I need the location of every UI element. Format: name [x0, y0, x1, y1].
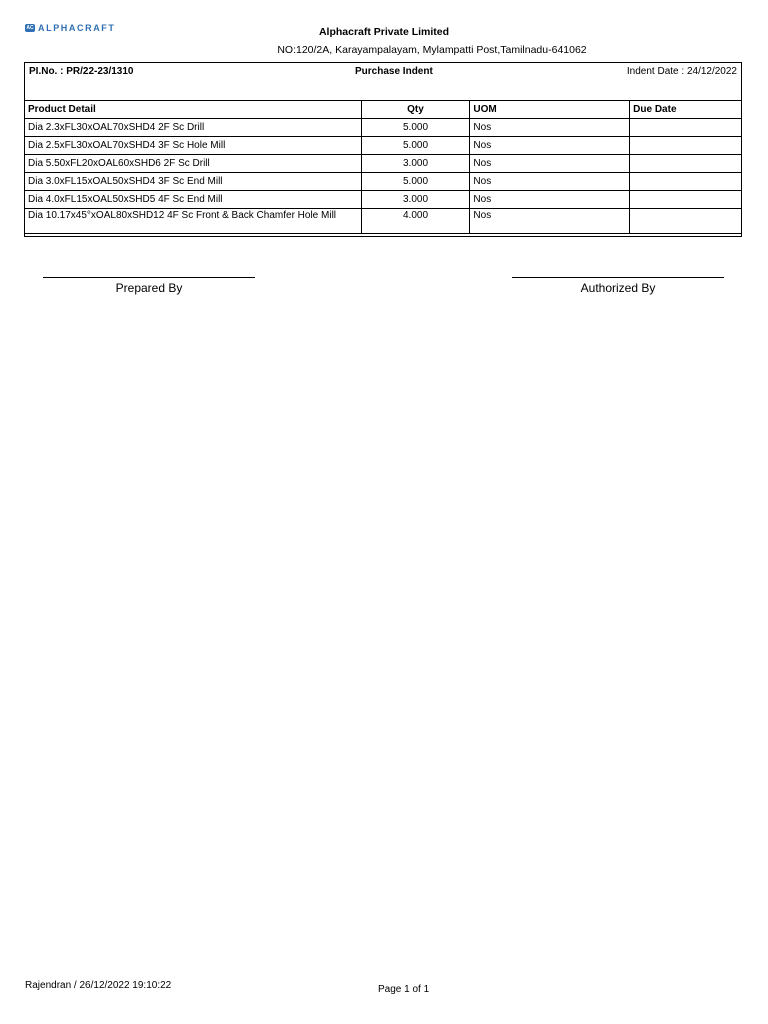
authorized-by-line [512, 277, 724, 278]
pi-number: PI.No. : PR/22-23/1310 [29, 66, 134, 77]
cell-uom: Nos [470, 137, 630, 155]
logo-mark-icon: AC [26, 25, 34, 31]
cell-due-date [630, 173, 742, 191]
company-address: NO:120/2A, Karayampalayam, Mylampatti Post,Tamilnadu-641062 [277, 44, 587, 56]
prepared-by-label: Prepared By [115, 281, 183, 295]
cell-due-date [630, 137, 742, 155]
footer-page-number: Page 1 of 1 [378, 984, 430, 995]
cell-qty: 5.000 [361, 137, 470, 155]
document-title: Purchase Indent [355, 66, 433, 77]
cell-product: Dia 3.0xFL15xOAL50xSHD4 3F Sc End Mill [25, 173, 362, 191]
table-row [25, 155, 742, 173]
indent-date: Indent Date : 24/12/2022 [626, 66, 737, 77]
cell-uom: Nos [470, 155, 630, 173]
cell-product: Dia 5.50xFL20xOAL60xSHD6 2F Sc Drill [25, 155, 362, 173]
table-row [25, 173, 742, 191]
col-header-uom: UOM [470, 101, 630, 119]
cell-qty: 5.000 [361, 119, 470, 137]
table-header-row [25, 101, 742, 119]
cell-product: Dia 4.0xFL15xOAL50xSHD5 4F Sc End Mill [25, 191, 362, 209]
footer-user-timestamp: Rajendran / 26/12/2022 19:10:22 [25, 980, 172, 991]
cell-uom: Nos [470, 191, 630, 209]
cell-qty: 3.000 [361, 191, 470, 209]
cell-due-date [630, 155, 742, 173]
logo-text: ALPHACRAFT [38, 23, 116, 33]
table-row [25, 209, 742, 234]
cell-due-date [630, 119, 742, 137]
cell-product: Dia 10.17x45°xOAL80xSHD12 4F Sc Front & Back Chamfer Hole Mill [25, 209, 362, 234]
cell-qty: 3.000 [361, 155, 470, 173]
items-table [24, 100, 742, 234]
col-header-qty: Qty [361, 101, 470, 119]
company-name: Alphacraft Private Limited [318, 26, 450, 38]
cell-due-date [630, 191, 742, 209]
table-row [25, 191, 742, 209]
cell-product: Dia 2.5xFL30xOAL70xSHD4 3F Sc Hole Mill [25, 137, 362, 155]
col-header-product: Product Detail [25, 101, 362, 119]
cell-uom: Nos [470, 173, 630, 191]
cell-product: Dia 2.3xFL30xOAL70xSHD4 2F Sc Drill [25, 119, 362, 137]
cell-qty: 4.000 [361, 209, 470, 234]
cell-uom: Nos [470, 209, 630, 234]
cell-qty: 5.000 [361, 173, 470, 191]
authorized-by-label: Authorized By [580, 281, 656, 295]
indent-frame [24, 62, 742, 237]
table-row [25, 119, 742, 137]
table-row [25, 137, 742, 155]
prepared-by-line [43, 277, 255, 278]
col-header-due-date: Due Date [630, 101, 742, 119]
cell-due-date [630, 209, 742, 234]
cell-uom: Nos [470, 119, 630, 137]
